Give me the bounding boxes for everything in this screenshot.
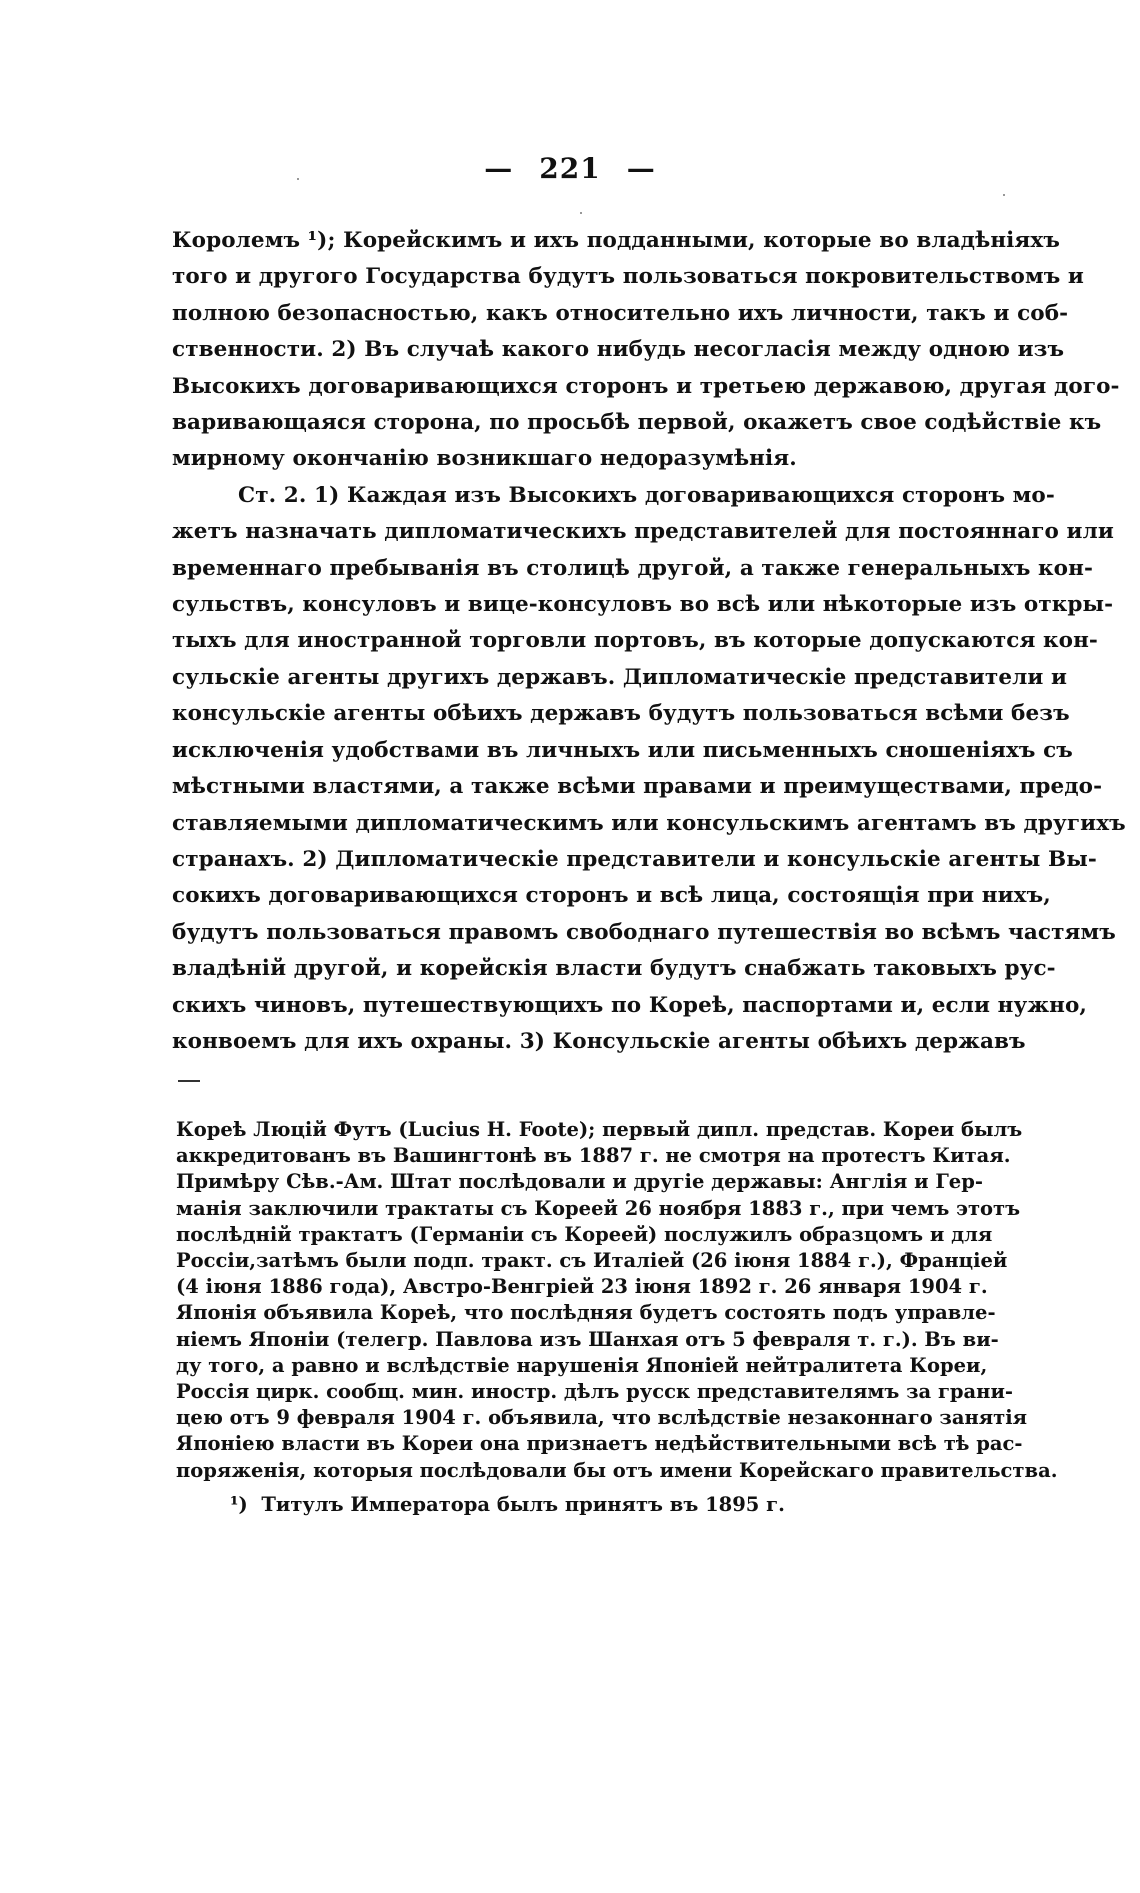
footnote-line: цею отъ 9 февраля 1904 г. объявила, что вслѣдствіе незаконнаго занятія bbox=[176, 1406, 1028, 1430]
main-body-text bbox=[172, 223, 1126, 1060]
body-line: ственности. 2) Въ случаѣ какого нибудь несогласія между одною изъ bbox=[172, 337, 1065, 363]
print-speck bbox=[580, 212, 582, 214]
footnote-line: аккредитованъ въ Вашингтонѣ въ 1887 г. не смотря на протестъ Китая. bbox=[176, 1144, 1011, 1168]
body-line: того и другого Государства будутъ пользоваться покровительствомъ и bbox=[172, 264, 1084, 290]
body-line: владѣній другой, и корейскія власти будутъ снабжать таковыхъ рус- bbox=[172, 956, 1056, 982]
body-line: мѣстными властями, а также всѣми правами и преимуществами, предо- bbox=[172, 774, 1103, 800]
body-line: сульскіе агенты другихъ державъ. Дипломатическіе представители и bbox=[172, 664, 1068, 690]
footnotes-block bbox=[176, 1117, 1058, 1518]
footnote-line: (4 іюня 1886 года), Австро-Венгріей 23 іюня 1892 г. 26 января 1904 г. bbox=[176, 1275, 988, 1299]
body-line: будутъ пользоваться правомъ свободнаго путешествія во всѣмъ частямъ bbox=[172, 919, 1116, 945]
footnote-line: Россія цирк. сообщ. мин. иностр. дѣлъ русск представителямъ за грани- bbox=[176, 1380, 1014, 1404]
footnote-line: Россіи,затѣмъ были подп. тракт. съ Италіей (26 іюня 1884 г.), Франціей bbox=[176, 1249, 1008, 1273]
body-line: временнаго пребыванія въ столицѣ другой, а также генеральныхъ кон- bbox=[172, 555, 1093, 581]
footnote-line: поряженія, которыя послѣдовали бы отъ имени Корейскаго правительства. bbox=[176, 1458, 1058, 1482]
footnote-line: ду того, а равно и вслѣдствіе нарушенія Японіей нейтралитета Кореи, bbox=[176, 1353, 988, 1377]
body-line: сульствъ, консуловъ и вице-консуловъ во всѣ или нѣкоторые изъ откры- bbox=[172, 592, 1114, 618]
body-line: странахъ. 2) Дипломатическіе представители и консульскіе агенты Вы- bbox=[172, 846, 1097, 872]
body-line: полною безопасностью, какъ относительно ихъ личности, такъ и соб- bbox=[172, 300, 1069, 326]
footnote-line: Японіею власти въ Кореи она признаетъ недѣйствительными всѣ тѣ рас- bbox=[176, 1432, 1023, 1456]
page-number: 221 bbox=[539, 152, 601, 185]
left-dash: — bbox=[484, 152, 514, 185]
body-line: скихъ чиновъ, путешествующихъ по Кореѣ, паспортами и, если нужно, bbox=[172, 992, 1088, 1018]
print-speck bbox=[1003, 194, 1005, 196]
article-2-start-line: Ст. 2. 1) Каждая изъ Высокихъ договаривающихся сторонъ мо- bbox=[238, 482, 1055, 508]
footnote-1-text: Титулъ Императора былъ принятъ въ 1895 г. bbox=[261, 1492, 785, 1516]
footnote-separator bbox=[178, 1080, 200, 1082]
page-number-header bbox=[0, 152, 1140, 185]
right-dash: — bbox=[626, 152, 656, 185]
footnote-line: Примѣру Сѣв.-Ам. Штат послѣдовали и другіе державы: Англія и Гер- bbox=[176, 1170, 983, 1194]
body-line: жетъ назначать дипломатическихъ представителей для постояннаго или bbox=[172, 519, 1114, 545]
footnote-line: Японія объявила Кореѣ, что послѣдняя будетъ состоять подъ управле- bbox=[176, 1301, 996, 1325]
print-speck bbox=[297, 178, 299, 180]
body-line: Королемъ ¹); Корейскимъ и ихъ подданными, которые во владѣніяхъ bbox=[172, 228, 1060, 253]
body-line: сокихъ договаривающихся сторонъ и всѣ лица, состоящія при нихъ, bbox=[172, 883, 1051, 909]
footnote-line: Кореѣ Люцій Футъ (Lucius H. Foote); первый дипл. представ. Кореи былъ bbox=[176, 1118, 1023, 1141]
footnote-line: манія заключили трактаты съ Кореей 26 ноября 1883 г., при чемъ этотъ bbox=[176, 1196, 1021, 1220]
footnote-line: послѣдній трактатъ (Германіи съ Кореей) послужилъ образцомъ и для bbox=[176, 1222, 993, 1246]
footnote-line: ніемъ Японіи (телегр. Павлова изъ Шанхая отъ 5 февраля т. г.). Въ ви- bbox=[176, 1327, 999, 1351]
body-line: варивающаяся сторона, по просьбѣ первой, окажетъ свое содѣйствіе къ bbox=[172, 410, 1102, 436]
footnote-marker: ¹) bbox=[230, 1492, 248, 1516]
body-line: ставляемыми дипломатическимъ или консульскимъ агентамъ въ другихъ bbox=[172, 810, 1126, 836]
body-line: Высокихъ договаривающихся сторонъ и третьею державою, другая дого- bbox=[172, 373, 1120, 399]
body-line: консульскіе агенты обѣихъ державъ будутъ пользоваться всѣми безъ bbox=[172, 701, 1070, 727]
body-line: мирному окончанію возникшаго недоразумѣнія. bbox=[172, 446, 797, 472]
body-line: тыхъ для иностранной торговли портовъ, въ которые допускаются кон- bbox=[172, 628, 1098, 654]
footnote-1 bbox=[176, 1492, 976, 1518]
body-line: конвоемъ для ихъ охраны. 3) Консульскіе агенты обѣихъ державъ bbox=[172, 1028, 1026, 1054]
body-line: исключенія удобствами въ личныхъ или письменныхъ сношеніяхъ съ bbox=[172, 737, 1073, 763]
